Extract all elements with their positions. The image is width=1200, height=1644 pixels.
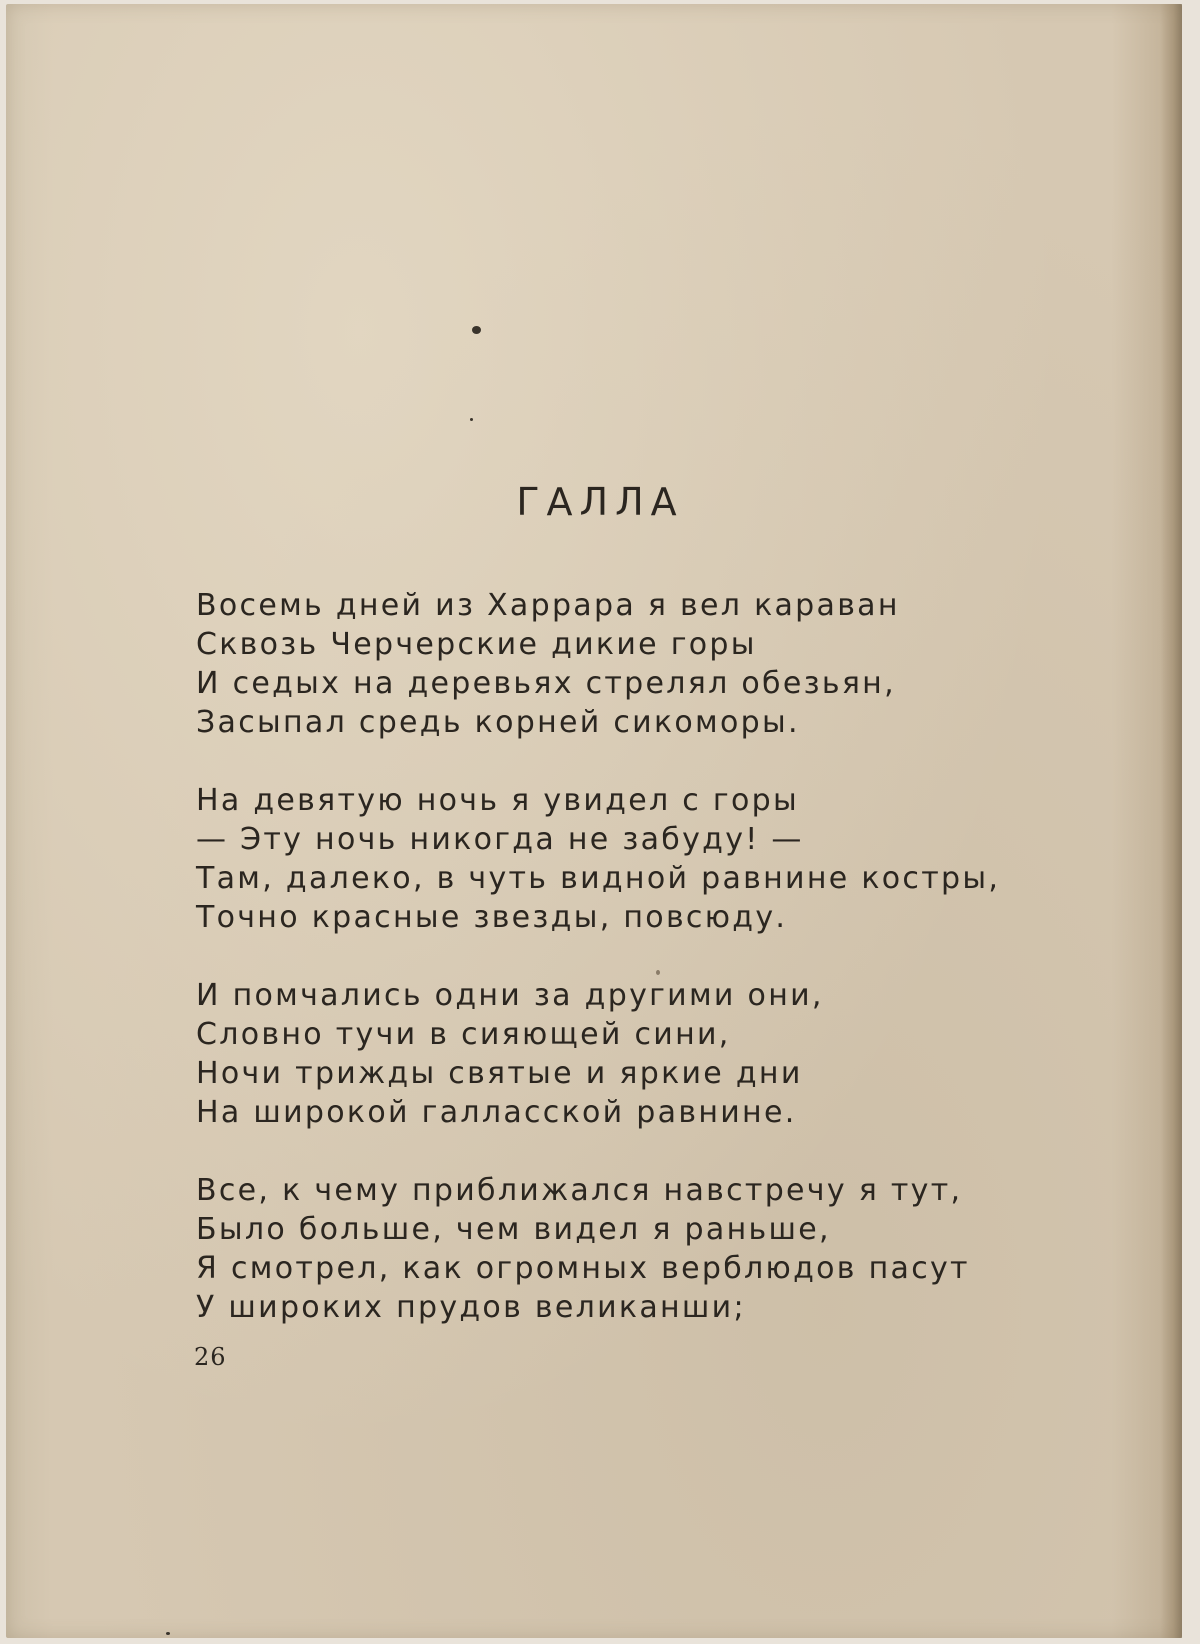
poem-line: У широких прудов великанши;: [196, 1290, 746, 1325]
poem-line: — Эту ночь никогда не забуду! —: [196, 822, 804, 857]
poem-body: [196, 586, 1096, 1366]
poem-line: Словно тучи в сияющей сини,: [196, 1017, 731, 1052]
poem-line: И помчались одни за другими они,: [196, 978, 824, 1013]
stanza: [196, 1171, 1096, 1327]
poem-line: На девятую ночь я увидел с горы: [196, 783, 799, 818]
poem-title: ГАЛЛА: [516, 480, 684, 524]
poem-line: Я смотрел, как огромных верблюдов пасут: [196, 1251, 970, 1286]
poem-line: На широкой галласской равнине.: [196, 1095, 797, 1130]
stanza: [196, 781, 1096, 937]
ink-speck: [470, 418, 473, 421]
page-number: 26: [194, 1343, 227, 1371]
poem-line: Засыпал средь корней сикоморы.: [196, 705, 800, 740]
poem-line: Сквозь Черчерские дикие горы: [196, 627, 757, 662]
ink-speck: [472, 326, 481, 334]
poem-line: Все, к чему приближался навстречу я тут,: [196, 1173, 963, 1208]
ink-speck: [166, 1632, 170, 1635]
poem-line: Там, далеко, в чуть видной равнине костры,: [196, 861, 1001, 896]
stanza: [196, 586, 1096, 742]
poem-line: Точно красные звезды, повсюду.: [196, 900, 788, 935]
stanza: [196, 976, 1096, 1132]
poem-line: Ночи трижды святые и яркие дни: [196, 1056, 803, 1091]
poem-line: И седых на деревьях стрелял обезьян,: [196, 666, 896, 701]
poem-line: Восемь дней из Харрара я вел караван: [196, 588, 900, 623]
page-edge-shadow: [1160, 4, 1182, 1638]
poem-line: Было больше, чем видел я раньше,: [196, 1212, 831, 1247]
